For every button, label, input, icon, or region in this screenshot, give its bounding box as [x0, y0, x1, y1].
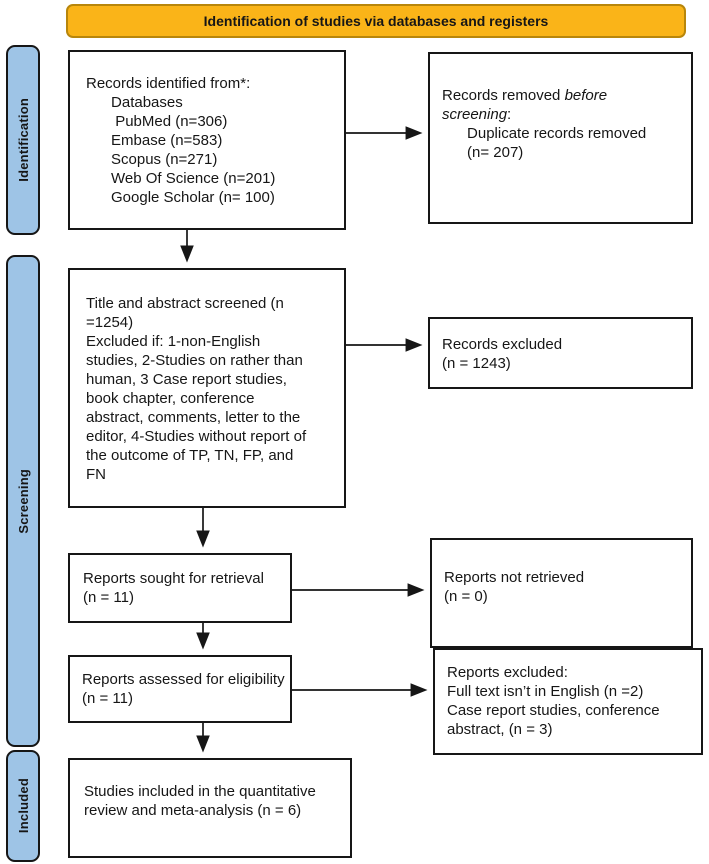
text-line: Reports excluded: [447, 664, 568, 681]
text-line: editor, 4-Studies without report of [86, 428, 307, 445]
text-line: Reports sought for retrieval [83, 570, 264, 587]
text-line: the outcome of TP, TN, FP, and [86, 447, 294, 464]
text-line: Full text isn’t in English (n =2) [447, 683, 644, 700]
text-line: FN [86, 466, 106, 483]
stage-label-screening [6, 255, 40, 747]
text-line: Records excluded [442, 336, 563, 353]
box-records-removed [428, 52, 693, 224]
text-line: book chapter, conference [86, 390, 255, 407]
text-line: studies, 2-Studies on rather than [86, 352, 303, 369]
text-line: human, 3 Case report studies, [86, 371, 287, 388]
text-line: (n= 207) [442, 144, 524, 161]
text-segment: Records removed [442, 87, 565, 104]
text-line: (n = 1243) [442, 355, 511, 372]
box-records-identified [68, 50, 346, 230]
text-line: Web Of Science (n=201) [86, 170, 276, 187]
text-line: (n = 0) [444, 588, 488, 605]
text-line: Title and abstract screened (n [86, 295, 284, 312]
stage-label-included [6, 750, 40, 862]
banner-label: Identification of studies via databases and registers [203, 13, 549, 29]
box-reports-sought-retrieval [68, 553, 292, 623]
text-line: (n = 11) [83, 589, 134, 606]
text-line: Case report studies, conference [447, 702, 660, 719]
records-removed-details [442, 124, 683, 162]
text-line: Reports not retrieved [444, 569, 585, 586]
text-line: Scopus (n=271) [86, 151, 218, 168]
text-line: review and meta-analysis (n = 6) [84, 802, 302, 819]
stage-screening-text: Screening [15, 468, 31, 534]
text-segment-italic: screening [442, 106, 508, 123]
box-studies-included [68, 758, 352, 858]
box-reports-excluded [433, 648, 703, 755]
text-line: Google Scholar (n= 100) [86, 189, 275, 206]
text-line: Excluded if: 1-non-English [86, 333, 261, 350]
box-reports-not-retrieved [430, 538, 693, 648]
text-line: Databases [86, 94, 183, 111]
text-line: Duplicate records removed [442, 125, 647, 142]
text-segment-italic: before [564, 87, 608, 104]
records-removed-line2 [442, 105, 683, 124]
text-line: PubMed (n=306) [86, 113, 228, 130]
text-line: Reports assessed for eligibility [82, 671, 285, 688]
text-line: abstract, comments, letter to the [86, 409, 301, 426]
stage-identification-text: Identification [15, 98, 31, 182]
text-line: Embase (n=583) [86, 132, 223, 149]
text-segment: : [507, 106, 512, 123]
box-records-excluded [428, 317, 693, 389]
box-title-abstract-screened [68, 268, 346, 508]
stage-included-text: Included [15, 778, 31, 834]
text-line: =1254) [86, 314, 134, 331]
records-removed-line1 [442, 86, 683, 105]
banner-identification-via-databases [66, 4, 686, 38]
box-reports-assessed-eligibility [68, 655, 292, 723]
stage-label-identification [6, 45, 40, 235]
text-line: Records identified from*: [86, 75, 251, 92]
text-line: (n = 11) [82, 690, 133, 707]
text-line: Studies included in the quantitative [84, 783, 316, 800]
text-line: abstract, (n = 3) [447, 721, 553, 738]
